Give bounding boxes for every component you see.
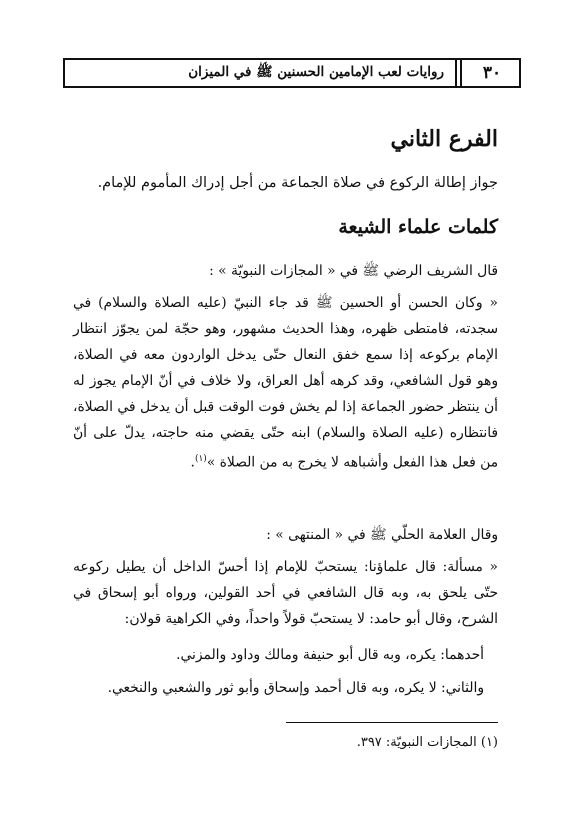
- footnote-divider: [286, 722, 498, 723]
- quote-hilli: « مسألة: قال علماؤنا: يستحبّ للإمام إذا أحسّ الداخل أن يطيل ركوعه حتّى يلحق به، وبه قال الشافعي في أحد القولين، ورواه أبو إسحاق في الشرح، وقال أبو حامد: لا يستحبّ قولاً واحداً، وفي الكراهية قولان:: [73, 559, 498, 627]
- section-title: الفرع الثاني: [390, 126, 498, 152]
- opinion-two: والثاني: لا يكره، وبه قال أحمد وإسحاق وأبو ثور والشعبي والنخعي.: [107, 680, 484, 696]
- intro-paragraph: جواز إطالة الركوع في صلاة الجماعة من أجل إدراك المأموم للإمام.: [97, 175, 498, 191]
- page-number: ٣٠: [482, 63, 502, 83]
- quote-lead-radi: قال الشريف الرضي ﷺ في « المجازات النبويّة » :: [209, 263, 498, 279]
- quote-lead-hilli: وقال العلامة الحلّي ﷺ في « المنتهى » :: [266, 527, 498, 543]
- opinion-one: أحدهما: يكره، وبه قال أبو حنيفة ومالك وداود والمزني.: [176, 647, 484, 663]
- page-header: [63, 58, 521, 88]
- quote-radi: « وكان الحسن أو الحسين ﷺ قد جاء النبيّ (عليه الصلاة والسلام) في سجدته، فامتطى ظهره، وهذا الحديث مشهور، وهو حجّة لمن يجوّز انتظار الإمام بركوعه إذا سمع خفق النعال حتّى يدخل الواردون معه في الصلاة، وهو قول الشافعي، وقد كرهه أهل العراق، ولا خلاف في أنّ الإمام يجوز له أن ينتظر حضور الجماعة إذا لم يخش فوت الوقت قبل أن يدخل في الصلاة، فانتظاره (عليه الصلاة والسلام) ابنه حتّى يقضي منه حاجته، يدلّ على أنّ من فعل هذا الفعل وأشباهه لا يخرج به من الصلاة »$^{(١)}$.: [73, 295, 498, 471]
- footnote-ref: (١): [194, 454, 207, 464]
- footnote: (١) المجازات النبويّة: ٣٩٧.: [356, 735, 498, 750]
- quote-radi-text: « وكان الحسن أو الحسين ﷺ قد جاء النبيّ (عليه الصلاة والسلام) في سجدته، فامتطى ظهره، وهذا الحديث مشهور، وهو حجّة لمن يجوّز انتظار الإمام بركوعه إذا سمع خفق النعال حتّى يدخل الواردون معه في الصلاة، وهو قول الشافعي، وقد كرهه أهل العراق، ولا خلاف في أنّ الإمام يجوز له أن ينتظر حضور الجماعة إذا لم يخش فوت الوقت قبل أن يدخل في الصلاة، فانتظاره (عليه الصلاة والسلام) ابنه حتّى يقضي منه حاجته، يدلّ على أنّ من فعل هذا الفعل وأشباهه لا يخرج به من الصلاة »: [73, 295, 498, 471]
- subheading: كلمات علماء الشيعة: [338, 216, 498, 238]
- header-divider: [455, 60, 462, 86]
- running-title: روايات لعب الإمامين الحسنين ﷺ في الميزان: [188, 64, 444, 80]
